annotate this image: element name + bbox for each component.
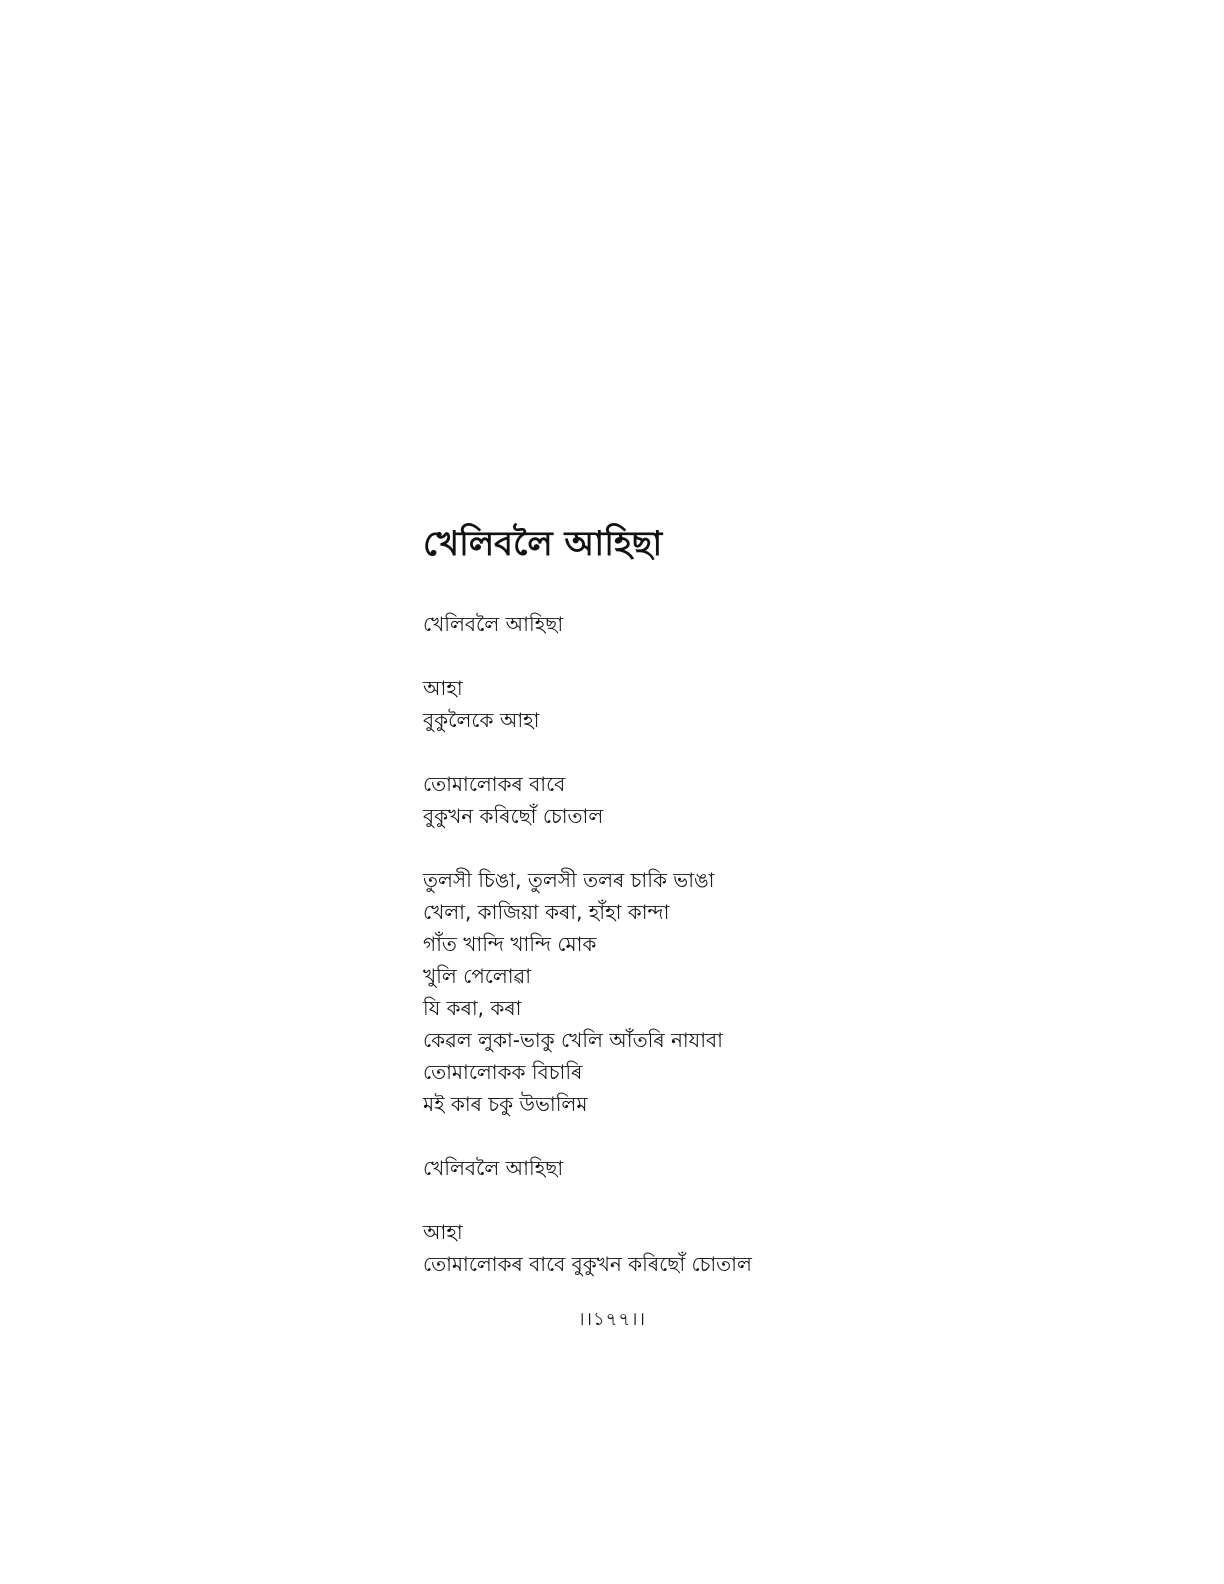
poem-line: আহা [423,1220,463,1244]
poem-line: খেলিবলৈ আহিছা [423,1156,564,1180]
poem-body [423,608,983,1280]
page-number: ।।১৭৭।। [578,1309,646,1330]
poem-line: বুকুলৈকে আহা [423,708,540,732]
poem-line: খেলিবলৈ আহিছা [423,612,564,636]
stanza [423,768,983,832]
poem-line: কেৱল লুকা-ভাকু খেলি আঁতৰি নাযাবা [423,1028,723,1052]
poem-line: মই কাৰ চকু উভালিম [423,1092,588,1116]
poem-line: বুকুখন কৰিছোঁ চোতাল [423,804,604,828]
poem-line: তোমালোকৰ বাবে [423,772,566,796]
stanza [423,864,983,1120]
poem-line: গাঁত খান্দি খান্দি মোক [423,932,597,956]
poem [423,520,983,1312]
poem-line: তোমালোকক বিচাৰি [423,1060,583,1084]
poem-line: খুলি পেলোৱা [423,964,532,988]
stanza [423,1152,983,1184]
poem-line: খেলা, কাজিয়া কৰা, হাঁহা কান্দা [423,900,670,924]
poem-line: তুলসী চিঙা, তুলসী তলৰ চাকি ভাঙা [423,868,715,892]
poem-line: আহা [423,676,463,700]
poem-line: যি কৰা, কৰা [423,996,522,1020]
stanza [423,608,983,640]
poem-line: তোমালোকৰ বাবে বুকুখন কৰিছোঁ চোতাল [423,1252,752,1276]
stanza [423,672,983,736]
stanza [423,1216,983,1280]
poem-title: খেলিবলৈ আহিছা [423,524,663,564]
